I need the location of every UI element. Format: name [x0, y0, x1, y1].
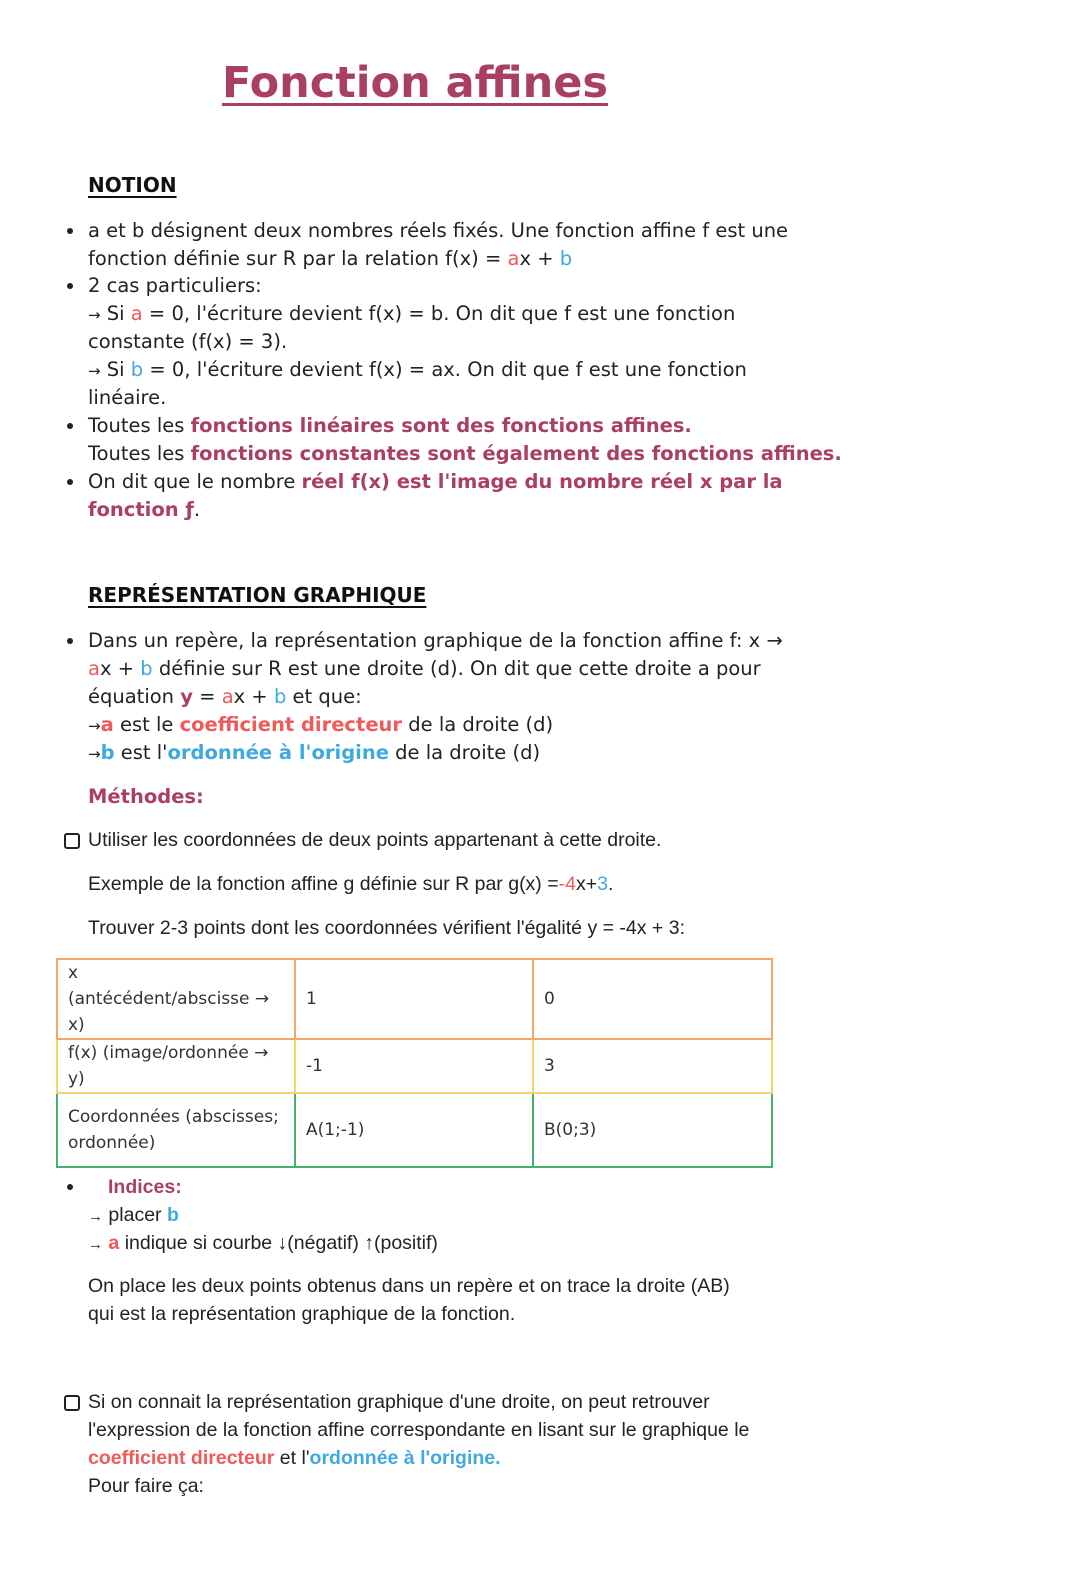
bullet [67, 638, 73, 644]
notion-text: Toutes les fonctions constantes sont également des fonctions affines. [88, 442, 842, 465]
indices-text: → placer b [88, 1204, 179, 1226]
bullet [67, 479, 73, 485]
representation-text: Dans un repère, la représentation graphique de la fonction affine f: x → [88, 629, 783, 652]
table-row [57, 1093, 772, 1167]
representation-text: ax + b définie sur R est une droite (d). On dit que cette droite a pour [88, 657, 761, 680]
notion-text: On dit que le nombre réel f(x) est l'image du nombre réel x par la [88, 470, 783, 493]
table-cell: A(1;-1) [295, 1093, 533, 1167]
table-cell: 0 [533, 959, 772, 1039]
section-heading-representation: REPRÉSENTATION GRAPHIQUE [88, 583, 427, 607]
notion-text: → Si a = 0, l'écriture devient f(x) = b. On dit que f est une fonction [88, 302, 736, 325]
notion-text: linéaire. [88, 386, 167, 409]
indices-text: On place les deux points obtenus dans un repère et on trace la droite (AB) [88, 1275, 730, 1297]
table-cell: 3 [533, 1039, 772, 1093]
representation-text: →b est l'ordonnée à l'origine de la droite (d) [88, 741, 541, 764]
indices-text: → a indique si courbe ↓(négatif) ↑(positif) [88, 1232, 438, 1254]
method-text: Trouver 2-3 points dont les coordonnées vérifient l'égalité y = -4x + 3: [88, 917, 685, 939]
checkbox-icon [64, 1395, 80, 1411]
arrow-icon: → [88, 306, 101, 324]
table-cell: Coordonnées (abscisses; ordonnée) [57, 1093, 295, 1167]
notion-text: → Si b = 0, l'écriture devient f(x) = ax. On dit que f est une fonction [88, 358, 747, 381]
notion-text: constante (f(x) = 3). [88, 330, 288, 353]
method2-text: Pour faire ça: [88, 1475, 204, 1497]
bullet [67, 228, 73, 234]
notion-text: 2 cas particuliers: [88, 274, 262, 297]
coordinates-table [56, 958, 773, 1168]
notion-text: Toutes les fonctions linéaires sont des fonctions affines. [88, 414, 692, 437]
indices-heading: Indices: [108, 1176, 182, 1198]
arrow-icon: → [88, 1208, 103, 1225]
table-cell: B(0;3) [533, 1093, 772, 1167]
table-cell: -1 [295, 1039, 533, 1093]
representation-text: équation y = ax + b et que: [88, 685, 362, 708]
methods-heading: Méthodes: [88, 785, 204, 808]
arrow-icon: → [88, 717, 101, 735]
bullet [67, 1184, 73, 1190]
checkbox-icon [64, 833, 80, 849]
arrow-icon: → [88, 745, 101, 763]
notion-text: fonction définie sur R par la relation f(x) = ax + b [88, 247, 573, 270]
table-row [57, 1039, 772, 1093]
page-title: Fonction affines [221, 58, 609, 108]
notion-text: fonction ƒ. [88, 498, 201, 521]
method2-text: l'expression de la fonction affine correspondante en lisant sur le graphique le [88, 1419, 750, 1441]
method2-text: coefficient directeur et l'ordonnée à l'origine. [88, 1447, 501, 1469]
section-heading-notion: NOTION [88, 173, 177, 197]
notion-text: a et b désignent deux nombres réels fixés. Une fonction affine f est une [88, 219, 789, 242]
table-cell: 1 [295, 959, 533, 1039]
table-cell: x (antécédent/abscisse → x) [57, 959, 295, 1039]
table-row [57, 959, 772, 1039]
bullet [67, 283, 73, 289]
table-cell: f(x) (image/ordonnée → y) [57, 1039, 295, 1093]
representation-text: →a est le coefficient directeur de la droite (d) [88, 713, 554, 736]
method-text: Exemple de la fonction affine g définie sur R par g(x) =-4x+3. [88, 873, 614, 895]
bullet [67, 423, 73, 429]
arrow-icon: → [88, 1236, 103, 1253]
arrow-icon: → [88, 362, 101, 380]
method2-text: Si on connait la représentation graphique d'une droite, on peut retrouver [88, 1391, 710, 1413]
indices-text: qui est la représentation graphique de la fonction. [88, 1303, 516, 1325]
method-text: Utiliser les coordonnées de deux points appartenant à cette droite. [88, 829, 662, 851]
